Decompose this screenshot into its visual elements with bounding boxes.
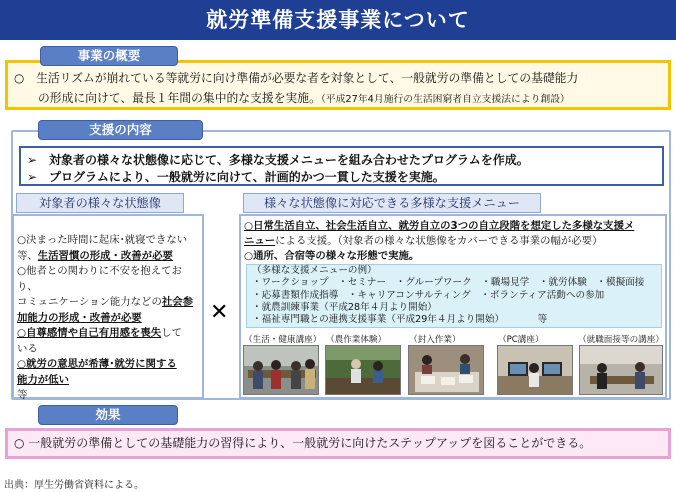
photo-label-pc: （PC講座）	[498, 335, 544, 345]
right-panel-text	[244, 219, 664, 264]
left-line-3: ○他者との関わりに不安を抱えており、	[17, 265, 182, 293]
overview-line-2: の形成に向けて、最長１年間の集中的な支援を実施。	[38, 91, 321, 105]
right-panel-label: 様々な状態像に対応できる多様な支援メニュー	[243, 193, 541, 213]
page-title: 就労準備支援事業について	[0, 0, 676, 40]
right-line-2b: による支援。（対象者の様々な状態像をカバーできる事業の幅が必要）	[275, 235, 603, 247]
support-menu-item: ・就農訓練事業（平成28年４月より開始）	[252, 301, 437, 313]
left-line-8: ○就労の意思が希薄･就労に関する	[17, 358, 177, 370]
support-menu-item: ・ワークショップ ・セミナー ・グループワーク ・職場見学 ・就労体験 ・模擬面接	[252, 277, 645, 289]
cross-symbol: ✕	[210, 300, 229, 325]
left-line-5: 加能力の形成・改善が必要	[17, 311, 142, 324]
left-line-2a: 等、	[17, 249, 38, 262]
support-menu-title: （多様な支援メニューの例）	[252, 265, 377, 276]
overview-line-2-wrap	[14, 88, 664, 110]
photo-label-health: （生活・健康講座）	[244, 335, 322, 345]
right-line-3: ○通所、合宿等の様々な形態で実施。	[244, 250, 420, 262]
overview-text	[14, 68, 664, 110]
support-label: 支援の内容	[38, 120, 203, 140]
left-line-7: いる	[17, 342, 38, 355]
photo-label-packing: （封入作業）	[409, 335, 461, 345]
support-menu-item: ・福祉専門職との連携支援事業（平成29年４月より開始） 等	[252, 314, 548, 326]
right-line-2	[244, 234, 664, 249]
photo-packing-work	[408, 345, 484, 395]
left-panel-label: 対象者の様々な状態像	[16, 193, 184, 213]
overview-line-1: ○ 生活リズムが崩れている等就労に向け準備が必要な者を対象として、一般就労の準備としての基礎能力	[14, 71, 579, 85]
support-menu-text	[252, 265, 660, 326]
support-point-1: ➢ 対象者の様々な状態像に応じて、多様な支援メニューを組み合わせたプログラムを作成。	[27, 153, 529, 167]
right-line-2a: ニュー	[244, 235, 276, 247]
right-line-1: ○日常生活自立、社会生活自立、就労自立の3つの自立段階を想定した多様な支援メ	[244, 220, 635, 232]
left-line-9: 能力が低い	[17, 373, 69, 386]
left-line-4	[17, 295, 202, 311]
photo-interview-class	[579, 345, 663, 395]
photo-health-class	[243, 345, 319, 395]
left-line-4b: 社会参	[161, 296, 194, 308]
left-line-6b: して	[161, 327, 182, 339]
source-note: 出典：厚生労働省資料による。	[4, 480, 144, 491]
left-line-10: 等	[17, 389, 28, 401]
photo-label-farm: （農作業体験）	[326, 335, 387, 345]
overview-label: 事業の概要	[40, 46, 178, 66]
left-line-4a: コミュニケーション能力などの	[17, 296, 162, 308]
support-menu-item: ・応募書類作成指導 ・キャリアコンサルティング ・ボランティア活動への参加	[252, 289, 605, 301]
photo-label-interview: （就職面接等の講座）	[578, 335, 664, 345]
effect-text: ○ 一般就労の準備としての基礎能力の習得により、一般就労に向けたステップアップを図ることができる。	[14, 436, 592, 450]
overview-line-2-note: （平成27年4月施行の生活困窮者自立支援法により創設）	[320, 94, 570, 105]
left-line-2b: 生活習慣の形成・改善が必要	[37, 249, 173, 262]
support-points-box	[19, 146, 664, 186]
left-panel-text	[17, 233, 202, 404]
photo-farm-work	[325, 345, 401, 395]
left-line-6a: ○自尊感情や自己有用感を喪失	[17, 327, 162, 339]
effect-label: 効果	[38, 405, 178, 425]
support-point-2: ➢ プログラムにより、一般就労に向けて、計画的かつ一貫した支援を実施。	[27, 170, 445, 184]
left-line-1: ○決まった時間に起床･就寝できない	[17, 234, 188, 246]
left-line-2	[17, 249, 202, 265]
left-line-6	[17, 326, 202, 342]
photo-pc-class	[497, 345, 573, 395]
